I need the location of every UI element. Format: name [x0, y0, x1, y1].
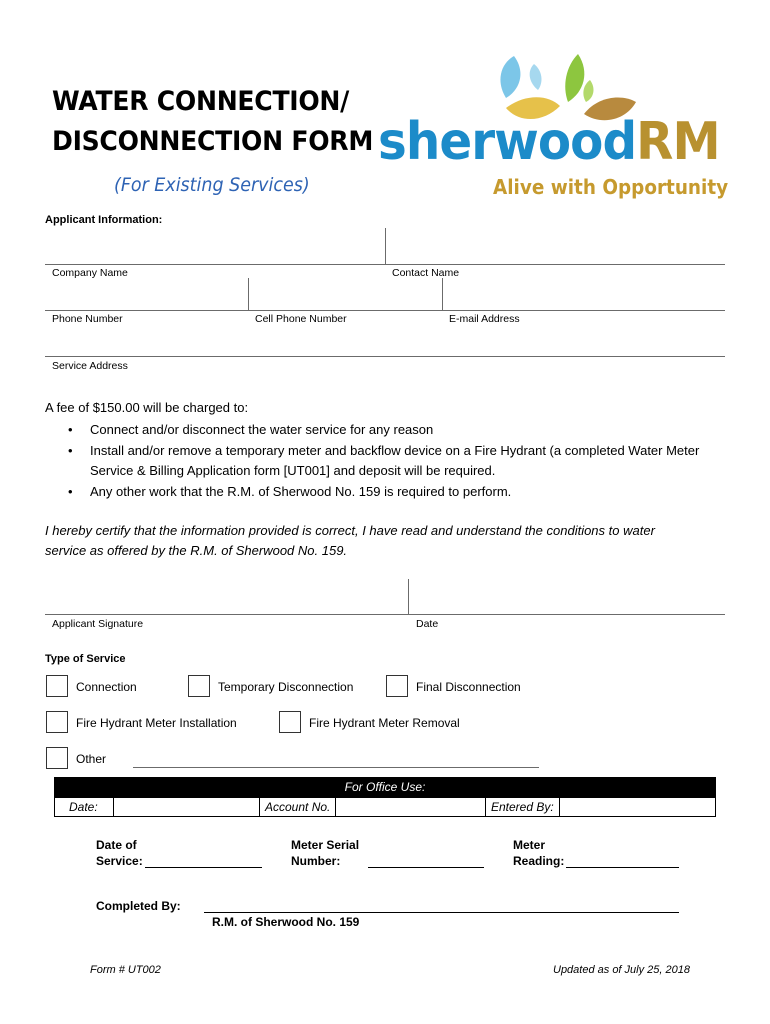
office-date-field[interactable]	[115, 798, 259, 816]
certification-text: I hereby certify that the information provided is correct, I have read and understand the conditions to water service as offered by the R.M. of Sherwood No. 159.	[45, 523, 655, 558]
meter-serial-label: Meter Serial Number:	[291, 838, 360, 868]
logo-word-sherwood: sherwood	[378, 112, 637, 172]
updated-date: Updated as of July 25, 2018	[553, 964, 690, 976]
field-divider	[385, 228, 386, 264]
applicant-info-heading: Applicant Information:	[45, 214, 163, 226]
office-use-row	[54, 797, 716, 817]
date-of-service-field[interactable]	[145, 867, 262, 868]
email-label: E-mail Address	[449, 313, 520, 325]
form-number: Form # UT002	[90, 964, 161, 976]
fee-list	[68, 420, 708, 502]
hydrant-meter-installation-label: Fire Hydrant Meter Installation	[76, 716, 237, 730]
company-name-label: Company Name	[52, 267, 128, 279]
other-label: Other	[76, 752, 107, 766]
hydrant-meter-installation-checkbox[interactable]	[46, 711, 68, 733]
signature-date-label: Date	[416, 618, 439, 630]
cell-phone-label: Cell Phone Number	[255, 313, 347, 325]
form-title-line1: WATER CONNECTION/	[52, 86, 350, 117]
phone-email-line	[45, 310, 725, 311]
cell-divider	[259, 798, 260, 816]
account-no-label: Account No.	[265, 800, 331, 814]
service-address-line	[45, 356, 725, 357]
hydrant-meter-removal-label: Fire Hydrant Meter Removal	[309, 716, 460, 730]
fee-item: • Any other work that the R.M. of Sherwood No. 159 is required to perform.	[68, 482, 708, 503]
logo-word-rm: RM	[636, 112, 720, 172]
temporary-disconnection-label: Temporary Disconnection	[218, 680, 354, 694]
connection-label: Connection	[76, 680, 137, 694]
field-divider	[408, 579, 409, 614]
account-no-field[interactable]	[337, 798, 485, 816]
field-divider	[248, 278, 249, 310]
cell-divider	[113, 798, 114, 816]
contact-name-label: Contact Name	[392, 267, 460, 279]
logo-tagline: Alive with Opportunity	[493, 175, 729, 199]
final-disconnection-label: Final Disconnection	[416, 680, 521, 694]
other-checkbox[interactable]	[46, 747, 68, 769]
hydrant-meter-removal-checkbox[interactable]	[279, 711, 301, 733]
service-type-heading: Type of Service	[45, 653, 126, 665]
company-contact-line	[45, 264, 725, 265]
cell-divider	[485, 798, 486, 816]
other-specify-line[interactable]	[133, 767, 539, 768]
form-title-line2: DISCONNECTION FORM	[52, 126, 374, 157]
entered-by-field[interactable]	[561, 798, 715, 816]
temporary-disconnection-checkbox[interactable]	[188, 675, 210, 697]
date-of-service-label: Date of Service:	[96, 838, 143, 868]
office-use-header: For Office Use:	[54, 777, 716, 797]
form-subtitle: (For Existing Services)	[114, 174, 310, 196]
fee-intro: A fee of $150.00 will be charged to:	[45, 400, 249, 415]
cell-divider	[559, 798, 560, 816]
signature-line	[45, 614, 725, 615]
logo-wordmark	[378, 112, 720, 172]
rm-name: R.M. of Sherwood No. 159	[212, 915, 360, 929]
fee-item: • Install and/or remove a temporary meter and backflow device on a Fire Hydrant (a completed Water Meter Service & Billing Application form [UT001] and deposit will be required.	[68, 441, 708, 482]
meter-reading-label: Meter Reading:	[513, 838, 565, 868]
meter-reading-field[interactable]	[566, 867, 679, 868]
cell-divider	[335, 798, 336, 816]
field-divider	[442, 278, 443, 310]
applicant-signature-label: Applicant Signature	[52, 618, 144, 630]
meter-serial-field[interactable]	[368, 867, 484, 868]
completed-by-label: Completed By:	[96, 899, 181, 913]
connection-checkbox[interactable]	[46, 675, 68, 697]
phone-number-label: Phone Number	[52, 313, 123, 325]
fee-item: • Connect and/or disconnect the water service for any reason	[68, 420, 708, 441]
completed-by-field[interactable]	[204, 912, 679, 913]
service-address-label: Service Address	[52, 360, 128, 372]
final-disconnection-checkbox[interactable]	[386, 675, 408, 697]
entered-by-label: Entered By:	[491, 800, 554, 814]
office-date-label: Date:	[69, 800, 98, 814]
